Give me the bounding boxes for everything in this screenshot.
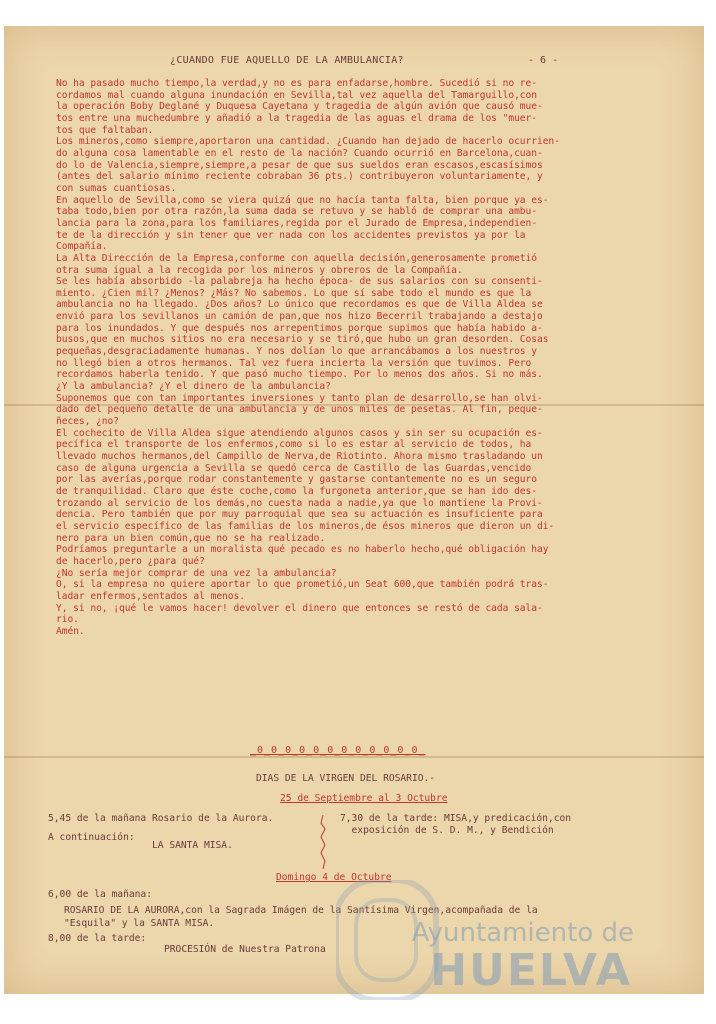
watermark-line-1: Ayuntamiento de: [411, 918, 634, 948]
morning-schedule: 5,45 de la mañana Rosario de la Aurora.: [48, 813, 274, 824]
body-line: pecífica el transporte de los enfermos,como si lo es estar al servicio de todos, ha: [56, 439, 532, 451]
body-line: de hacerlo,pero ¿para qué?: [56, 555, 205, 567]
body-line: busos,que en muchos sitios no era necesario y se tiró,que hubo un gran desorden. Cosas: [56, 334, 549, 346]
body-line: Se les había absorbido -la palabreja ha hecho época- de sus salarios con su consenti-: [56, 276, 543, 288]
continuation-label: A continuación:: [48, 832, 135, 843]
watermark-line-2: HUELVA: [430, 945, 632, 996]
afternoon-schedule: 7,30 de la tarde: MISA,y predicación,con exposición de S. D. M., y Bendición: [340, 813, 572, 836]
body-line: taba todo,bien por otra razón,la suma dada se retuvo y se habló de comprar una ambu-: [56, 206, 537, 218]
body-line: ladar enfermos,sentados al menos.: [56, 590, 245, 602]
body-line: de tranquilidad. Claro que éste coche,como la furgoneta anterior,que se han ido des-: [56, 485, 537, 497]
sunday-morning-time: 6,00 de la mañana:: [48, 889, 152, 900]
body-line: llevado muchos hermanos,del Campillo de Nerva,de Riotinto. Ahora mismo trasladando un: [56, 451, 543, 462]
page-title: ¿CUANDO FUE AQUELLO DE LA AMBULANCIA?: [170, 55, 404, 66]
section-dates: 25 de Septiembre al 3 Octubre: [280, 793, 448, 804]
body-line: otra suma igual a la recogida por los mineros y obreros de la Compañía.: [56, 264, 463, 276]
procession-text: PROCESIÓN de Nuestra Patrona: [164, 944, 326, 955]
body-line: O, si la empresa no quiere aportar lo que prometió,un Seat 600,que también podrá tras-: [56, 579, 549, 591]
body-line: cordamos mal cuando alguna inundación en Sevilla,tal vez aquella del Tamarguillo,con: [56, 89, 537, 101]
body-line: No ha pasado mucho tiempo,la verdad,y no es para enfadarse,hombre. Sucedió si no re-: [56, 78, 537, 89]
body-line: miento. ¿Cien mil? ¿Menos? ¿Más? No sabemos. Lo que sí sabe todo el mundo es que la: [56, 287, 532, 299]
sunday-evening-time: 8,00 de la tarde:: [48, 933, 147, 944]
body-line: ambulancia no ha llegado. ¿Dos años? Lo único que recordamos es que de Villa Aldea se: [56, 299, 543, 311]
body-line: Compañía.: [56, 241, 108, 253]
separator-line: _0_0_0_0_0_0_0_0_0_0_0_0_: [250, 745, 426, 756]
body-line: lancia para la zona,para los familiares,regida por el Jurado de Empresa,independien-: [56, 217, 537, 229]
body-line: recordamos haberla tenido. Y que pasó mucho tiempo. Por lo menos dos años. Si no más.: [56, 369, 543, 381]
body-line: Suponemos que con tan importantes inversiones y tanto plan de desarrollo,se han olvi-: [56, 392, 543, 404]
body-line: El cochecito de Villa Aldea sigue atendiendo algunos casos y sin ser su ocupación es-: [56, 427, 543, 439]
body-line: nero para un bien común,que no se ha realizado.: [56, 532, 326, 544]
body-line: te de la dirección y sin tener que ver nada con los accidentes previstos ya por la: [56, 229, 526, 241]
body-line: do alguna cosa lamentable en el resto de la nación? Cuando ocurrió en Barcelona,cuan-: [56, 147, 543, 159]
body-line: ¿No sería mejor comprar de una vez la ambulancia?: [56, 567, 337, 579]
page-number: - 6 -: [528, 55, 559, 66]
body-line: por las averías,porque rodar constantemente y gastarse contantemente no es un seguro: [56, 474, 537, 486]
sunday-title: Domingo 4 de Octubre: [276, 872, 392, 883]
body-line: ñeces, ¿no?: [56, 416, 119, 428]
body-line: no llegó bien a otros hermanos. Tal vez fuera incierta la versión que tuvimos. Pero: [56, 357, 532, 369]
body-line: Y, si no, ¡qué le vamos hacer! devolver el dinero que entonces se restó de cada sala-: [56, 602, 543, 614]
body-line: el servicio específico de las familias de los mineros,de ésos mineros que dieron un di-: [56, 520, 555, 532]
vertical-divider: [318, 815, 328, 869]
body-line: dencia. Pero también que por muy parroquial que sea su actuación es insuficiente para: [56, 509, 543, 521]
body-line: envió para los sevillanos un camión de pan,que nos hizo Becerril trabajando a destajo: [56, 311, 543, 323]
continuation-value: LA SANTA MISA.: [152, 840, 233, 851]
body-line: (antes del salario mínimo reciente cobraban 36 pts.) contribuyeron voluntariamente, y: [56, 171, 543, 183]
body-line: con sumas cuantiosas.: [56, 182, 177, 194]
paper-fold: [4, 756, 704, 758]
body-line: ¿Y la ambulancia? ¿Y el dinero de la ambulancia?: [56, 381, 331, 393]
body-line: rio.: [56, 614, 79, 626]
body-line: la operación Boby Deglané y Duquesa Cayetana y tragedia de algún avión que causó mue-: [56, 101, 543, 113]
body-line: tos que faltaban.: [56, 124, 154, 136]
body-line: La Alta Dirección de la Empresa,conforme con aquella decisión,generosamente prometió: [56, 252, 537, 264]
rosario-description: ROSARIO DE LA AURORA,con la Sagrada Imágen de la Santísima Virgen,acompañada de la "Esquila" y la SANTA MISA.: [64, 905, 538, 929]
body-line: pequeñas,desgraciadamente humanas. Y nos dolían lo que arrancábamos a los nuestros y: [56, 346, 537, 358]
body-line: Amén.: [56, 625, 85, 637]
body-line: do lo de Valencia,siempre,siempre,a pesar de que sus sueldos eran escasos,escasísimos: [56, 159, 543, 171]
body-line: En aquello de Sevilla,como se viera quizá que no hacía tanta falta, bien porque ya es-: [56, 194, 549, 206]
body-line: Podríamos preguntarle a un moralista qué pecado es no haberlo hecho,qué obligación hay: [56, 544, 549, 556]
body-line: tos entre una muchedumbre y añadió a la tragedia de las aguas el drama de los "muer-: [56, 112, 537, 124]
body-line: Los mineros,como siempre,aportaron una cantidad. ¿Cuando han dejado de hacerlo ocurrien-: [56, 136, 560, 148]
article-body: [56, 78, 616, 638]
body-line: para los inundados. Y que después nos arrepentimos porque supimos que había habido a-: [56, 322, 543, 334]
body-line: caso de alguna urgencia a Sevilla se quedó cerca de Castillo de las Guardas,vencido: [56, 462, 532, 474]
body-line: dado del pequeño detalle de una ambulancia y de unos miles de pesetas. Al fin, peque-: [56, 404, 543, 416]
body-line: trozando al servicio de los demás,no cuesta nada a nadie,ya que lo mantiene la Provi-: [56, 497, 543, 509]
section-title: DIAS DE LA VIRGEN DEL ROSARIO.-: [256, 773, 436, 784]
